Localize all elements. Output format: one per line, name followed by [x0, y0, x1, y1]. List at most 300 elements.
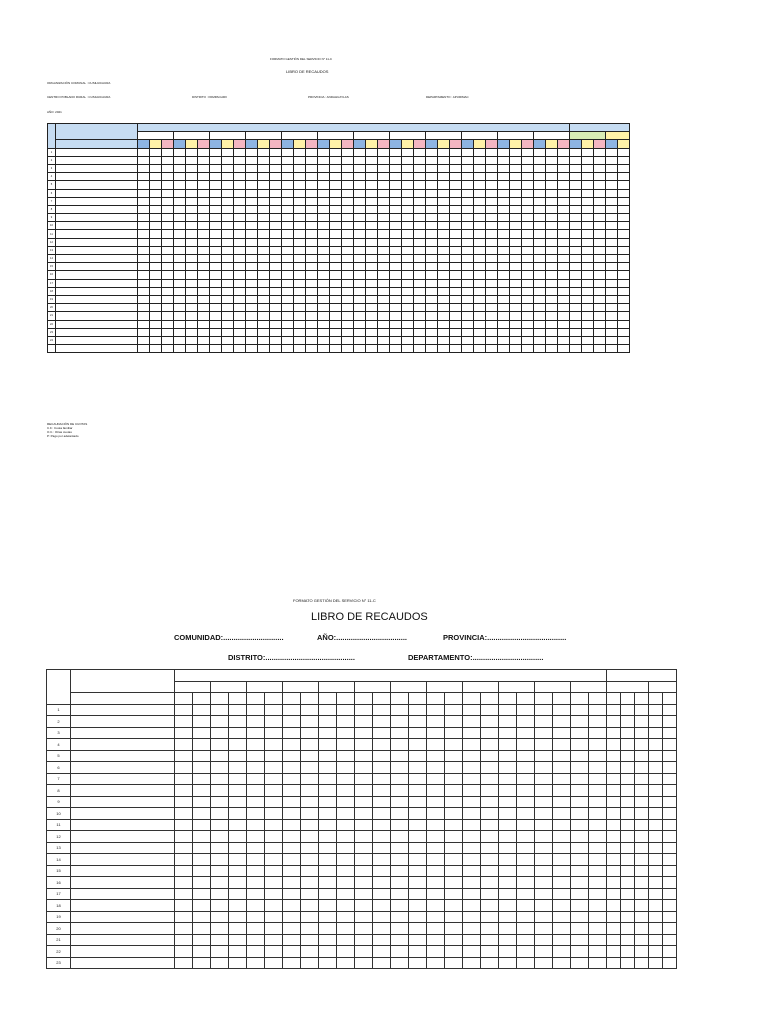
cf-mark	[571, 877, 589, 889]
cf-value	[498, 222, 510, 230]
empty-cell	[318, 263, 330, 271]
p-value	[378, 197, 390, 205]
oc-value	[438, 181, 450, 189]
cf-mark	[463, 750, 481, 762]
empty-cell	[558, 246, 570, 254]
empty-cell	[330, 263, 342, 271]
cf-mark	[211, 842, 229, 854]
empty-cell	[594, 246, 606, 254]
datos-header	[71, 670, 175, 693]
oc-mark	[337, 877, 355, 889]
empty-cell	[318, 328, 330, 336]
oc-mark	[517, 762, 535, 774]
oc-mark	[409, 785, 427, 797]
oc-mark	[517, 796, 535, 808]
cf-mark	[355, 911, 373, 923]
cf-mark	[391, 911, 409, 923]
row-number: 23	[47, 957, 71, 969]
oc-mark	[481, 934, 499, 946]
p-value	[162, 148, 174, 156]
cf-mark	[499, 727, 517, 739]
cf-mark	[283, 716, 301, 728]
oc-mark	[445, 865, 463, 877]
total-cell	[663, 946, 677, 958]
p-value	[450, 189, 462, 197]
cf-mark	[319, 808, 337, 820]
empty-cell	[558, 271, 570, 279]
total-cell	[663, 923, 677, 935]
cf-mark	[391, 796, 409, 808]
cf-value	[138, 148, 150, 156]
cf-value	[210, 164, 222, 172]
empty-cell	[618, 312, 630, 320]
empty-cell	[258, 263, 270, 271]
oc-mark	[193, 727, 211, 739]
oc-value	[186, 189, 198, 197]
empty-cell	[210, 295, 222, 303]
cf-mark	[427, 854, 445, 866]
row-number: 10	[47, 808, 71, 820]
oc-mark	[301, 727, 319, 739]
empty-cell	[402, 336, 414, 344]
person-name	[71, 750, 175, 762]
cf-mark	[499, 946, 517, 958]
oc-mark	[553, 762, 571, 774]
empty-cell	[234, 336, 246, 344]
empty-cell	[186, 328, 198, 336]
empty-cell	[618, 345, 630, 353]
cf-mark	[211, 819, 229, 831]
empty-cell	[306, 336, 318, 344]
oc-mark	[409, 727, 427, 739]
cf-mark	[355, 819, 373, 831]
empty-cell	[186, 255, 198, 263]
oc-value	[258, 181, 270, 189]
oc-mark	[193, 865, 211, 877]
cf-mark	[319, 957, 337, 969]
oc-mark	[553, 946, 571, 958]
oc-value	[150, 230, 162, 238]
p-value	[414, 173, 426, 181]
empty-cell	[618, 287, 630, 295]
empty-cell	[138, 279, 150, 287]
empty-cell	[474, 255, 486, 263]
total-cell	[663, 750, 677, 762]
oc-mark	[265, 750, 283, 762]
deuda-cf	[606, 205, 618, 213]
empty-cell	[474, 304, 486, 312]
oc-mark	[481, 831, 499, 843]
cf-mark	[175, 911, 193, 923]
oc-mark	[589, 808, 607, 820]
row-number: 17	[48, 279, 56, 287]
empty-cell	[510, 345, 522, 353]
recaudo-p	[594, 156, 606, 164]
oc-mark	[265, 946, 283, 958]
total-cell	[607, 900, 621, 912]
empty-cell	[198, 304, 210, 312]
cf-value	[318, 230, 330, 238]
cf-mark	[283, 785, 301, 797]
oc-mark	[553, 865, 571, 877]
oc-header	[373, 693, 391, 705]
oc-value	[438, 222, 450, 230]
oc-value	[402, 156, 414, 164]
empty-cell	[486, 295, 498, 303]
deuda-oc	[618, 205, 630, 213]
cf-value	[534, 164, 546, 172]
cf-mark	[355, 900, 373, 912]
empty-cell	[174, 238, 186, 246]
empty-cell	[498, 255, 510, 263]
empty-cell	[198, 345, 210, 353]
cf-header	[318, 140, 330, 148]
cf-mark	[247, 773, 265, 785]
empty-cell	[534, 312, 546, 320]
p-value	[414, 164, 426, 172]
cf-mark	[175, 785, 193, 797]
cf-value	[354, 230, 366, 238]
oc-value	[186, 173, 198, 181]
cf-header	[211, 693, 229, 705]
empty-cell	[138, 320, 150, 328]
oc-value	[366, 214, 378, 222]
month-header	[571, 681, 607, 693]
empty-cell	[258, 336, 270, 344]
empty-cell	[414, 320, 426, 328]
empty-cell	[150, 238, 162, 246]
cf-mark	[463, 831, 481, 843]
empty-cell	[570, 304, 582, 312]
cf-mark	[319, 716, 337, 728]
empty-cell	[342, 279, 354, 287]
empty-cell	[342, 271, 354, 279]
empty-cell	[510, 295, 522, 303]
empty-cell	[474, 287, 486, 295]
cf-value	[498, 164, 510, 172]
cf-value	[282, 197, 294, 205]
oc-value	[150, 156, 162, 164]
empty-cell	[354, 238, 366, 246]
empty-cell	[246, 328, 258, 336]
cf-mark	[283, 957, 301, 969]
empty-cell	[222, 345, 234, 353]
total-cell	[663, 785, 677, 797]
table-row	[48, 205, 630, 213]
person-name	[56, 271, 138, 279]
empty-cell	[390, 255, 402, 263]
row-number: 22	[47, 946, 71, 958]
cf-mark	[283, 842, 301, 854]
empty-cell	[510, 263, 522, 271]
cf-value	[498, 230, 510, 238]
table-row	[47, 785, 677, 797]
cf-value	[390, 181, 402, 189]
cf-mark	[283, 819, 301, 831]
cf-value	[282, 222, 294, 230]
empty-cell	[270, 336, 282, 344]
p-value	[234, 230, 246, 238]
empty-cell	[498, 287, 510, 295]
p-value	[378, 222, 390, 230]
cf-mark	[175, 957, 193, 969]
empty-cell	[390, 345, 402, 353]
oc-value	[222, 173, 234, 181]
p-value	[342, 164, 354, 172]
oc-mark	[229, 854, 247, 866]
oc-header	[517, 693, 535, 705]
empty-cell	[318, 295, 330, 303]
cf-value	[246, 214, 258, 222]
p-value	[270, 148, 282, 156]
cf-mark	[247, 785, 265, 797]
empty-cell	[342, 328, 354, 336]
empty-cell	[390, 320, 402, 328]
empty-cell	[606, 287, 618, 295]
p-value	[306, 156, 318, 164]
cf-mark	[427, 911, 445, 923]
p-value	[414, 222, 426, 230]
cf-mark	[463, 796, 481, 808]
oc-mark	[553, 716, 571, 728]
empty-cell	[210, 287, 222, 295]
total-cell	[621, 877, 635, 889]
empty-cell	[582, 320, 594, 328]
empty-cell	[618, 271, 630, 279]
cf-mark	[571, 900, 589, 912]
empty-cell	[306, 328, 318, 336]
empty-cell	[378, 287, 390, 295]
empty-cell	[150, 320, 162, 328]
total-cell	[607, 934, 621, 946]
total-cell	[607, 796, 621, 808]
empty-cell	[606, 328, 618, 336]
oc-mark	[265, 911, 283, 923]
empty-cell	[462, 255, 474, 263]
empty-cell	[186, 246, 198, 254]
cf-value	[138, 164, 150, 172]
empty-cell	[438, 263, 450, 271]
oc-value	[546, 173, 558, 181]
empty-cell	[486, 279, 498, 287]
cf-mark	[535, 923, 553, 935]
empty-cell	[222, 295, 234, 303]
cf-mark	[211, 762, 229, 774]
person-name	[71, 785, 175, 797]
centro-line-1: CENTRO POBLADO RURAL : CUSIHUCAURA	[47, 95, 111, 99]
cf-mark	[427, 923, 445, 935]
p-value	[486, 156, 498, 164]
person-name	[56, 304, 138, 312]
empty-cell	[462, 328, 474, 336]
person-name	[56, 336, 138, 344]
oc-mark	[373, 819, 391, 831]
empty-cell	[390, 279, 402, 287]
deudas-header	[606, 132, 630, 140]
row-number: 12	[47, 831, 71, 843]
empty-cell	[402, 287, 414, 295]
cf-value	[534, 230, 546, 238]
p-value	[450, 222, 462, 230]
cf-mark	[355, 865, 373, 877]
total-cell	[649, 842, 663, 854]
oc-mark	[229, 831, 247, 843]
cf-mark	[247, 750, 265, 762]
cf-mark	[175, 739, 193, 751]
empty-cell	[534, 263, 546, 271]
cf-mark	[391, 888, 409, 900]
cf-mark	[571, 785, 589, 797]
oc-mark	[373, 888, 391, 900]
empty-cell	[402, 263, 414, 271]
empty-cell	[174, 287, 186, 295]
table-row	[47, 819, 677, 831]
empty-cell	[606, 255, 618, 263]
oc-value	[150, 173, 162, 181]
deuda-oc	[618, 156, 630, 164]
cf-value	[174, 197, 186, 205]
row-number: 4	[48, 173, 56, 181]
empty-cell	[174, 263, 186, 271]
empty-cell	[366, 304, 378, 312]
cf-mark	[175, 934, 193, 946]
table-row	[48, 214, 630, 222]
total-cell	[607, 865, 621, 877]
empty-cell	[498, 263, 510, 271]
cf-mark	[571, 796, 589, 808]
oc-value	[546, 189, 558, 197]
row-number: 13	[47, 842, 71, 854]
oc-value	[294, 181, 306, 189]
empty-cell	[522, 328, 534, 336]
empty-cell	[258, 320, 270, 328]
p-header	[414, 140, 426, 148]
oc-mark	[373, 831, 391, 843]
total-cell	[635, 727, 649, 739]
empty-cell	[450, 320, 462, 328]
total-cell	[663, 831, 677, 843]
oc-value	[366, 173, 378, 181]
oc-mark	[553, 957, 571, 969]
empty-cell	[150, 336, 162, 344]
recaudo-oc	[582, 181, 594, 189]
total-cell	[635, 946, 649, 958]
cf-value	[462, 222, 474, 230]
table-row	[48, 263, 630, 271]
table-row	[47, 888, 677, 900]
empty-cell	[522, 255, 534, 263]
empty-cell	[198, 271, 210, 279]
note-line: O.C.: Otras cuotas	[47, 430, 72, 434]
total-cell	[635, 785, 649, 797]
empty-cell	[366, 345, 378, 353]
empty-cell	[450, 336, 462, 344]
empty-cell	[234, 320, 246, 328]
oc-value	[186, 181, 198, 189]
p-value	[162, 156, 174, 164]
cf-mark	[247, 957, 265, 969]
cf-mark	[427, 842, 445, 854]
cf-value	[246, 173, 258, 181]
oc-mark	[589, 946, 607, 958]
title-1: LIBRO DE RECAUDOS	[286, 69, 329, 74]
empty-cell	[426, 263, 438, 271]
oc-mark	[445, 900, 463, 912]
empty-cell	[378, 304, 390, 312]
empty-cell	[594, 345, 606, 353]
recaudos-table-1	[47, 123, 630, 353]
p-value	[234, 173, 246, 181]
cf-value	[534, 189, 546, 197]
empty-cell	[462, 271, 474, 279]
oc-mark	[445, 773, 463, 785]
table-row	[48, 181, 630, 189]
total-cell	[663, 877, 677, 889]
oc-mark	[265, 865, 283, 877]
provincia-field: PROVINCIA:......................................	[443, 633, 567, 642]
cf-mark	[463, 704, 481, 716]
oc-mark	[337, 727, 355, 739]
empty-cell	[594, 279, 606, 287]
oc-value	[510, 164, 522, 172]
oc-mark	[229, 727, 247, 739]
empty-cell	[294, 246, 306, 254]
empty-cell	[450, 263, 462, 271]
empty-cell	[246, 255, 258, 263]
cf-value	[282, 230, 294, 238]
cf-mark	[175, 716, 193, 728]
cf-mark	[175, 796, 193, 808]
empty-cell	[150, 312, 162, 320]
cf-mark	[211, 704, 229, 716]
empty-cell	[282, 238, 294, 246]
oc-value	[474, 197, 486, 205]
oc-mark	[517, 704, 535, 716]
empty-cell	[282, 287, 294, 295]
empty-cell	[270, 287, 282, 295]
oc-mark	[265, 888, 283, 900]
empty-cell	[450, 271, 462, 279]
empty-cell	[294, 328, 306, 336]
oc-value	[222, 181, 234, 189]
cf-header	[462, 140, 474, 148]
empty-cell	[558, 295, 570, 303]
cf-mark	[535, 727, 553, 739]
cf-mark	[571, 819, 589, 831]
oc-value	[150, 214, 162, 222]
p-value	[414, 156, 426, 164]
total-cell	[649, 773, 663, 785]
row-number: 9	[48, 214, 56, 222]
cf-mark	[571, 727, 589, 739]
empty-cell	[330, 304, 342, 312]
recaudos-header	[570, 132, 606, 140]
oc-mark	[337, 934, 355, 946]
empty-cell	[138, 246, 150, 254]
empty-cell	[294, 336, 306, 344]
p-value	[306, 222, 318, 230]
empty-cell	[246, 304, 258, 312]
p-value	[522, 189, 534, 197]
empty-cell	[138, 271, 150, 279]
empty-cell	[594, 271, 606, 279]
total-cell	[607, 727, 621, 739]
empty-cell	[294, 255, 306, 263]
cf-mark	[319, 773, 337, 785]
p-value	[306, 189, 318, 197]
cf-mark	[211, 750, 229, 762]
total-cell	[663, 842, 677, 854]
